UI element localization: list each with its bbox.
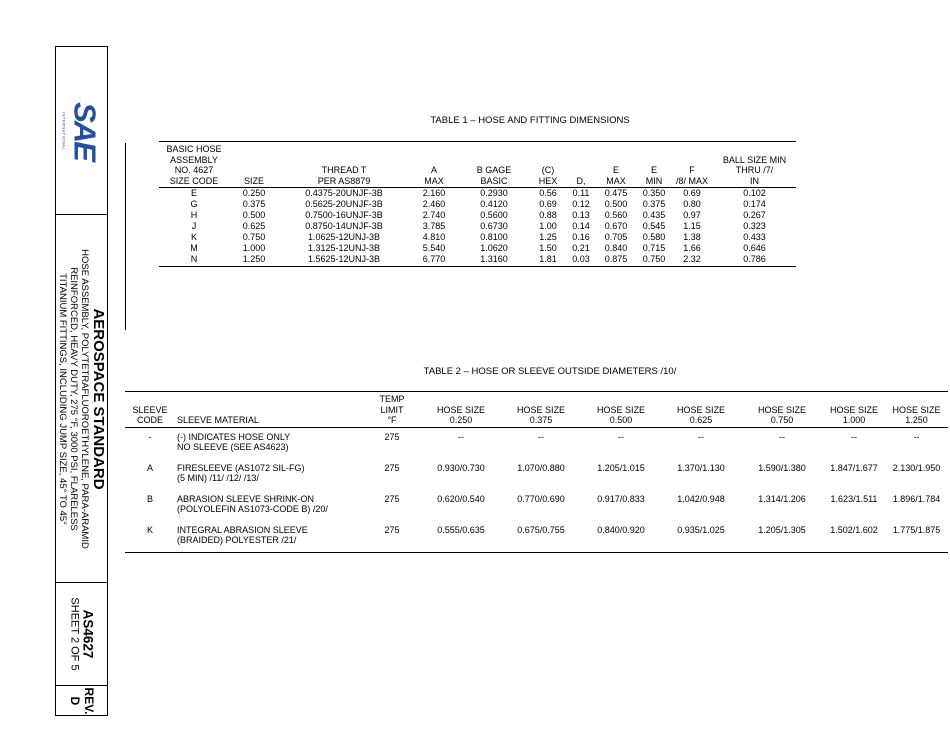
table1-column-header [529, 142, 567, 188]
table-cell: 0.500 [242, 210, 266, 220]
table-cell: 0.670 [604, 221, 628, 231]
table-row [159, 243, 796, 254]
table-row [125, 490, 948, 521]
table-cell: 4.810 [422, 232, 446, 242]
table1-column-header [409, 142, 459, 188]
table-cell: 0.14 [572, 221, 590, 231]
material-text: NO SLEEVE (SEE AS4623) [177, 442, 289, 452]
table-cell: 0.21 [572, 243, 590, 253]
table-cell: 1.25 [539, 232, 557, 242]
table-cell: 0.69 [683, 188, 701, 198]
temp-limit-cell: 275 [384, 431, 400, 442]
table-row [159, 210, 796, 221]
diameter-cell: 0.840/0.920 [581, 521, 661, 553]
header-text: MAX [424, 175, 444, 186]
table2-column-header [661, 392, 741, 428]
table-cell: 0.433 [743, 232, 766, 242]
header-text: 0.500 [609, 415, 633, 425]
header-text: THREAD T [321, 165, 367, 175]
table-cell: 1.000 [242, 243, 266, 253]
diameter-cell: 2.130/1.950 [892, 462, 941, 473]
table-cell: 1.38 [683, 232, 701, 242]
header-text: HOSE SIZE [436, 404, 485, 415]
table-cell: 1.250 [229, 254, 279, 267]
table-cell: 1.5625-12UNJ-3B [279, 254, 409, 267]
table1-column-header [637, 142, 671, 188]
table2-column-header [885, 392, 948, 428]
sleeve-material-cell [175, 521, 363, 553]
table1-column-header [229, 142, 279, 188]
header-text: BALL SIZE MIN [722, 154, 787, 165]
header-text: HOSE SIZE [516, 404, 565, 415]
table-cell: 0.5600 [480, 210, 508, 220]
revision-label: REV. [81, 687, 96, 714]
table-cell: 0.840 [604, 243, 628, 253]
table1-column-header [279, 142, 409, 188]
title-line: REINFORCED, HEAVY DUTY, 275 °F, 3000 PSI, FLARELESS [67, 266, 79, 531]
header-text: F [689, 165, 695, 175]
header-text: °F [387, 415, 397, 425]
table-cell: 0.13 [572, 210, 590, 220]
diameter-cell: 1.042/0.948 [677, 493, 725, 504]
standard-label: AEROSPACE STANDARD [89, 307, 107, 490]
sheet-number: SHEET 2 OF 5 [68, 597, 80, 671]
revision-bar [125, 143, 126, 330]
header-text: SLEEVE [132, 404, 168, 415]
table-cell: 0.174 [743, 199, 766, 209]
table-cell: 1.50 [539, 243, 557, 253]
header-text: NO. 4627 [174, 165, 214, 175]
header-text: SLEEVE MATERIAL [177, 415, 259, 425]
table-row [159, 199, 796, 210]
table-cell: 1.81 [529, 254, 567, 267]
table-cell: K [190, 232, 197, 242]
sleeve-material-cell [175, 490, 363, 521]
header-text: SIZE CODE [169, 175, 219, 186]
table-cell: 5.540 [422, 243, 446, 253]
table-cell: 0.8750-14UNJF-3B [305, 221, 383, 231]
document-number-section [56, 583, 107, 686]
table-cell: 0.6730 [480, 221, 508, 231]
diameter-cell: -- [458, 431, 464, 442]
diameter-cell: 0.917/0.833 [597, 493, 645, 504]
header-text: THRU /7/ [735, 165, 774, 175]
header-text: HOSE SIZE [596, 404, 645, 415]
header-text: 1.000 [842, 415, 866, 425]
table-cell: 1.15 [683, 221, 701, 231]
table2-column-header [581, 392, 661, 428]
table-row [159, 232, 796, 243]
material-text: (5 MIN) /11/ /12/ /13/ [177, 473, 259, 483]
table-cell: 0.580 [642, 232, 666, 242]
table2-column-header [363, 392, 421, 428]
table1-column-header [671, 142, 713, 188]
table-cell: 2.160 [422, 188, 446, 198]
table1-column-header [459, 142, 529, 188]
table2-column-header [175, 392, 363, 428]
table-cell: E [190, 188, 197, 198]
table-cell: 0.7500-16UNJF-3B [305, 210, 383, 220]
table-row [159, 221, 796, 232]
table2-header-row [125, 392, 948, 428]
table-cell: J [191, 221, 197, 231]
table-row [125, 459, 948, 490]
document-number-block [68, 597, 95, 670]
diameter-cell: 1.847/1.677 [830, 462, 878, 473]
table-cell: 0.475 [604, 188, 628, 198]
diameter-cell: -- [618, 431, 624, 442]
title-block-sidebar [55, 46, 108, 716]
table1-column-header [713, 142, 796, 188]
table-cell: 0.705 [604, 232, 628, 242]
sleeve-material-cell [175, 427, 363, 459]
diameter-cell: 0.675/0.755 [501, 521, 581, 553]
table-cell: 0.56 [539, 188, 557, 198]
table2-column-header [421, 392, 501, 428]
table-cell: 0.4375-20UNJF-3B [305, 188, 383, 198]
header-text: D, [576, 175, 586, 186]
header-text: IN [750, 175, 759, 186]
logo-section [56, 47, 107, 215]
table1-column-header [567, 142, 595, 188]
sleeve-code-cell: B [146, 493, 153, 504]
hose-fitting-dimensions-table [159, 141, 796, 267]
table-cell: 0.435 [642, 210, 666, 220]
table-cell: 0.8100 [480, 232, 508, 242]
diameter-cell: 1.896/1.784 [892, 493, 941, 504]
diameter-cell: 0.620/0.540 [437, 493, 485, 504]
diameter-cell: -- [913, 431, 920, 442]
table-cell: 6.770 [409, 254, 459, 267]
table-cell: 1.0625-12UNJ-3B [307, 232, 381, 242]
diameter-cell: 1.205/1.015 [597, 462, 645, 473]
table-cell: 0.250 [242, 188, 266, 198]
table1-caption: TABLE 1 – HOSE AND FITTING DIMENSIONS [430, 115, 630, 126]
diameter-cell: 0.770/0.690 [517, 493, 565, 504]
sae-logo-mark: SAE [67, 101, 102, 160]
table-cell: 0.88 [539, 210, 557, 220]
diameter-cell: -- [698, 431, 704, 442]
header-text: HOSE SIZE [829, 404, 878, 415]
header-text: CODE [136, 415, 163, 425]
table-cell: 0.625 [242, 221, 266, 231]
sleeve-material-cell [175, 459, 363, 490]
table2-caption: TABLE 2 – HOSE OR SLEEVE OUTSIDE DIAMETERS /10/ [423, 366, 677, 377]
table-cell: 0.375 [242, 199, 266, 209]
diameter-cell: 1.070/0.880 [517, 462, 565, 473]
temp-limit-cell: 275 [384, 493, 400, 504]
document-title-block [57, 249, 107, 549]
diameter-cell: 1.775/1.875 [885, 521, 948, 553]
table-cell: 1.66 [683, 243, 701, 253]
table-cell: 0.560 [604, 210, 628, 220]
header-text: ASSEMBLY [170, 154, 218, 165]
header-text: TEMP [379, 394, 405, 404]
table-cell: 2.740 [422, 210, 446, 220]
table-row [125, 427, 948, 459]
table1-column-header [595, 142, 637, 188]
title-line: TITANIUM FITTINGS, INCLUDING JUMP SIZE, 45° TO 45° [56, 272, 68, 525]
table-cell: 0.11 [572, 188, 590, 198]
table-cell: 0.323 [743, 221, 766, 231]
header-text: 0.375 [529, 415, 553, 425]
table-row [159, 188, 796, 200]
table-row [125, 521, 948, 553]
header-text: E [612, 165, 619, 175]
diameter-cell: 1.205/1.305 [741, 521, 823, 553]
document-number: AS4627 [80, 609, 95, 659]
diameter-cell: -- [851, 431, 857, 442]
diameter-cell: 1.623/1.511 [830, 493, 878, 504]
table2-column-header [501, 392, 581, 428]
material-text: (-) INDICATES HOSE ONLY [177, 431, 291, 442]
diameter-cell: 1.314/1.206 [758, 493, 806, 504]
table-cell: N [159, 254, 229, 267]
diameter-cell: -- [538, 431, 544, 442]
header-text: MIN [645, 175, 663, 186]
table-cell: 0.97 [683, 210, 701, 220]
header-text: A [430, 165, 437, 175]
table-cell: 0.500 [604, 199, 628, 209]
table-cell: 0.875 [595, 254, 637, 267]
diameter-cell: 0.930/0.730 [437, 462, 485, 473]
diameter-cell: 1.370/1.130 [677, 462, 725, 473]
header-text: HOSE SIZE [892, 404, 941, 415]
table-cell: 0.03 [567, 254, 595, 267]
header-text: MAX [606, 175, 626, 186]
table-row [159, 254, 796, 267]
table-cell: 0.545 [642, 221, 666, 231]
table-cell: 2.460 [422, 199, 446, 209]
sleeve-code-cell: A [146, 462, 153, 473]
material-text: INTEGRAL ABRASION SLEEVE [177, 524, 308, 535]
header-text: BASIC HOSE [166, 144, 222, 154]
header-text: HEX [538, 175, 558, 186]
header-text: 1.250 [905, 415, 928, 425]
table-cell: 2.32 [671, 254, 713, 267]
diameter-cell: -- [779, 431, 785, 442]
revision-value: D [67, 696, 82, 705]
sleeve-code-cell: K [125, 521, 175, 553]
title-line: HOSE ASSEMBLY, POLYTETRAFLUOROETHYLENE, PARA-ARAMID [78, 248, 90, 549]
header-text: E [650, 165, 657, 175]
sae-logo-subtext: INTERNATIONAL [61, 111, 66, 150]
header-text: B GAGE [476, 165, 512, 175]
table-cell: 0.267 [743, 210, 766, 220]
header-text: 0.750 [770, 415, 794, 425]
sleeve-code-cell: - [148, 431, 152, 442]
header-text: SIZE [243, 175, 264, 186]
table-cell: H [190, 210, 198, 220]
material-text: ABRASION SLEEVE SHRINK-ON [177, 493, 315, 504]
table2-column-header [125, 392, 175, 428]
revision-block [68, 687, 96, 714]
table-cell: 1.3160 [459, 254, 529, 267]
diameter-cell: 0.555/0.635 [421, 521, 501, 553]
table-cell: 0.786 [713, 254, 796, 267]
revision-section [56, 686, 107, 715]
diameter-cell: 1.590/1.380 [758, 462, 806, 473]
table-cell: 0.5625-20UNJF-3B [305, 199, 383, 209]
header-text: 0.250 [449, 415, 473, 425]
table-cell: 0.646 [743, 243, 766, 253]
table-cell: 3.785 [422, 221, 446, 231]
table-cell: 0.750 [637, 254, 671, 267]
table-cell: 1.0620 [480, 243, 508, 253]
hose-sleeve-diameters-table [125, 391, 948, 553]
header-text: LIMIT [380, 404, 404, 415]
table-cell: 0.375 [642, 199, 666, 209]
temp-limit-cell: 275 [384, 462, 400, 473]
diameter-cell: 1.502/1.602 [823, 521, 885, 553]
table-cell: 0.102 [743, 188, 766, 198]
table-cell: 0.715 [642, 243, 666, 253]
sae-logo [61, 102, 102, 160]
header-text: /8/ MAX [675, 175, 708, 186]
header-text: BASIC [480, 175, 508, 186]
material-text: (POLYOLEFIN AS1073-CODE B) /20/ [177, 504, 328, 514]
diameter-cell: 0.935/1.025 [661, 521, 741, 553]
table-cell: G [190, 199, 198, 209]
table-cell: 0.12 [572, 199, 590, 209]
table-cell: 0.69 [539, 199, 557, 209]
table-cell: 1.00 [539, 221, 557, 231]
table-cell: 0.2930 [480, 188, 508, 198]
material-text: FIRESLEEVE (AS1072 SIL-FG) [177, 462, 305, 473]
table-cell: 0.16 [572, 232, 590, 242]
table-cell: 0.4120 [480, 199, 508, 209]
temp-limit-cell: 275 [363, 521, 421, 553]
header-text: HOSE SIZE [676, 404, 725, 415]
table2-column-header [823, 392, 885, 428]
table-cell: 0.750 [242, 232, 266, 242]
table-cell: 0.80 [683, 199, 701, 209]
document-title-section [56, 215, 107, 583]
header-text: 0.625 [689, 415, 713, 425]
header-text: PER AS8879 [317, 175, 371, 186]
table2-column-header [741, 392, 823, 428]
table-cell: M [190, 243, 198, 253]
table1-header-row [159, 142, 796, 188]
material-text: (BRAIDED) POLYESTER /21/ [177, 535, 297, 545]
table-cell: 1.3125-12UNJ-3B [307, 243, 381, 253]
table1-column-header [159, 142, 229, 188]
header-text: (C) [541, 165, 555, 175]
table-cell: 0.350 [642, 188, 666, 198]
header-text: HOSE SIZE [757, 404, 806, 415]
